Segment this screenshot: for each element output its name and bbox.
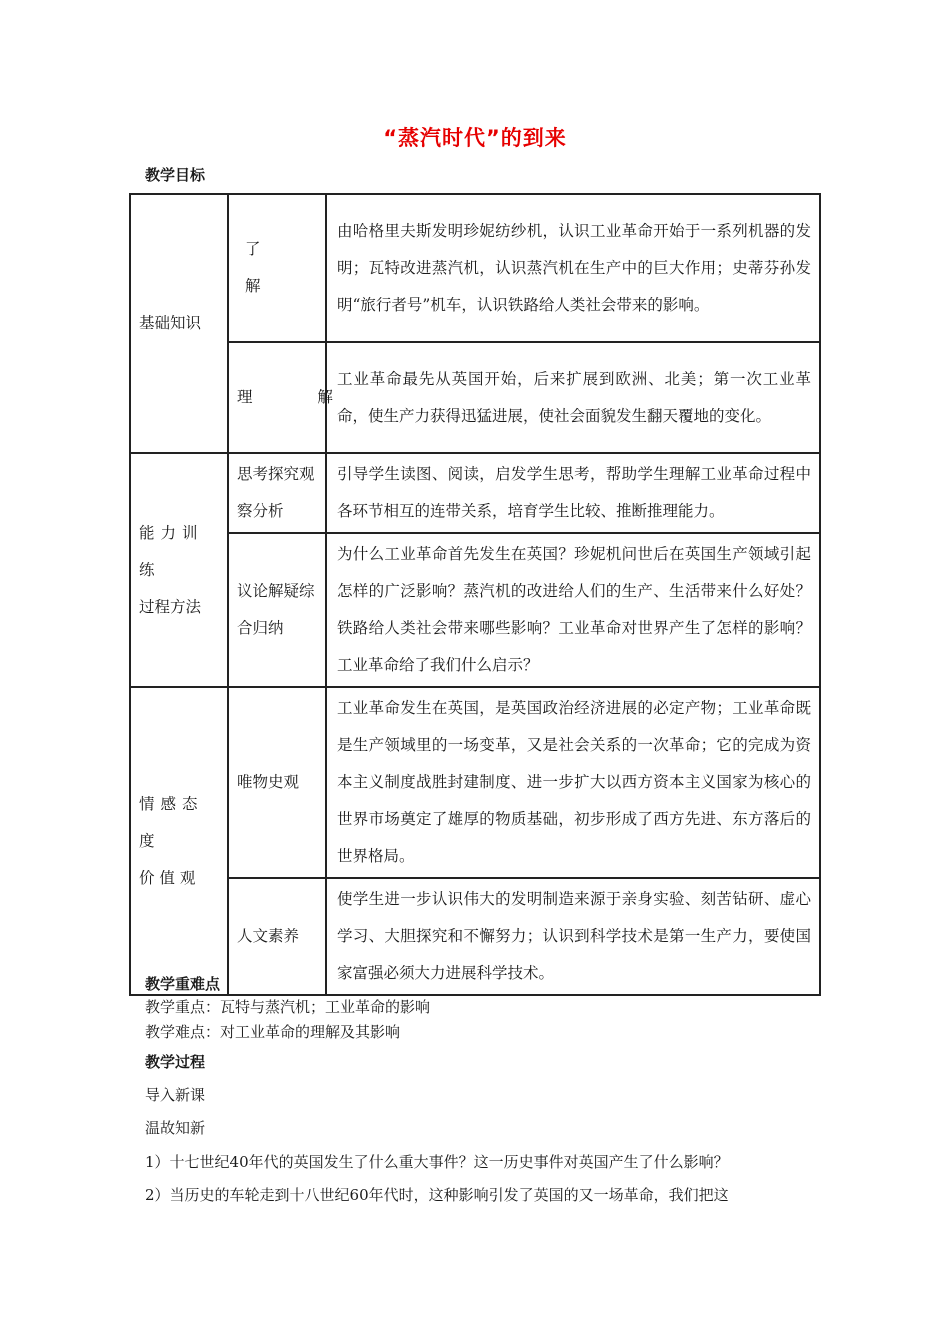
goals-heading: 教学目标 — [145, 166, 206, 184]
key-point-text: 教学重点：瓦特与蒸汽机；工业革命的影响 — [145, 998, 431, 1016]
text-humanity: 使学生进一步认识伟大的发明制造来源于亲身实验、刻苦钻研、虚心学习、大胆探究和不懈努力；认识到科学技术是第一生产力，要使国家富强必须大力进展科学技术。 — [326, 878, 820, 995]
category-basic-knowledge: 基础知识 — [130, 194, 228, 453]
category-ability — [130, 453, 228, 687]
table-row — [130, 342, 820, 453]
table-row — [130, 533, 820, 687]
text-understand: 由哈格里夫斯发明珍妮纺纱机，认识工业革命开始于一系列机器的发明；瓦特改进蒸汽机，认识蒸汽机在生产中的巨大作用；史蒂芬孙发明“旅行者号”机车，认识铁路给人类社会带来的影响。 — [326, 194, 820, 342]
goals-table — [129, 193, 821, 996]
label-comprehend — [228, 342, 363, 453]
text-discuss: 为什么工业革命首先发生在英国？珍妮机问世后在英国生产领域引起怎样的广泛影响？蒸汽机的改进给人们的生产、生活带来什么好处？铁路给人类社会带来哪些影响？工业革命对世界产生了怎样的影响？工业革命给了我们什么启示？ — [326, 533, 820, 687]
label-understand-1: 了 — [245, 240, 261, 258]
table-row — [130, 194, 820, 342]
text-comprehend: 工业革命最先从英国开始，后来扩展到欧洲、北美；第一次工业革命，使生产力获得迅猛进展，使社会面貌发生翻天覆地的变化。 — [326, 342, 820, 453]
intro-text: 导入新课 — [145, 1086, 206, 1104]
difficult-point-text: 教学难点：对工业革命的理解及其影响 — [145, 1023, 401, 1041]
text-explore: 引导学生读图、阅读，启发学生思考，帮助学生理解工业革命过程中各环节相互的连带关系，培育学生比较、推断推理能力。 — [326, 453, 820, 533]
category-emotion-2: 价 值 观 — [139, 868, 196, 887]
category-ability-2: 过程方法 — [139, 597, 202, 616]
text-materialism: 工业革命发生在英国，是英国政治经济进展的必定产物；工业革命既是生产领域里的一场变革，又是社会关系的一次革命；它的完成为资本主义制度战胜封建制度、进一步扩大以西方资本主义国家为核心的世界市场奠定了雄厚的物质基础，初步形成了西方先进、东方落后的世界格局。 — [326, 687, 820, 878]
process-heading: 教学过程 — [145, 1053, 206, 1071]
category-emotion-1: 情感态度 — [139, 794, 204, 850]
label-understand-2: 解 — [245, 277, 261, 295]
category-emotion — [130, 687, 228, 995]
label-explore: 思考探究观察分析 — [228, 453, 326, 533]
table-row — [130, 878, 820, 995]
label-humanity: 人文素养 — [228, 878, 326, 995]
label-materialism: 唯物史观 — [228, 687, 326, 878]
label-understand — [228, 194, 326, 342]
question-1: 1）十七世纪40年代的英国发生了什么重大事件？这一历史事件对英国产生了什么影响？ — [145, 1153, 729, 1171]
key-points-heading: 教学重难点 — [145, 975, 221, 993]
review-text: 温故知新 — [145, 1119, 206, 1137]
label-comprehend-text: 理 解 — [237, 388, 363, 406]
page-title: “蒸汽时代”的到来 — [383, 126, 567, 150]
table-row — [130, 687, 820, 878]
question-2: 2）当历史的车轮走到十八世纪60年代时，这种影响引发了英国的又一场革命，我们把这 — [145, 1186, 729, 1204]
table-row — [130, 453, 820, 533]
label-discuss: 议论解疑综合归纳 — [228, 533, 326, 687]
category-ability-1: 能力训练 — [139, 523, 204, 579]
